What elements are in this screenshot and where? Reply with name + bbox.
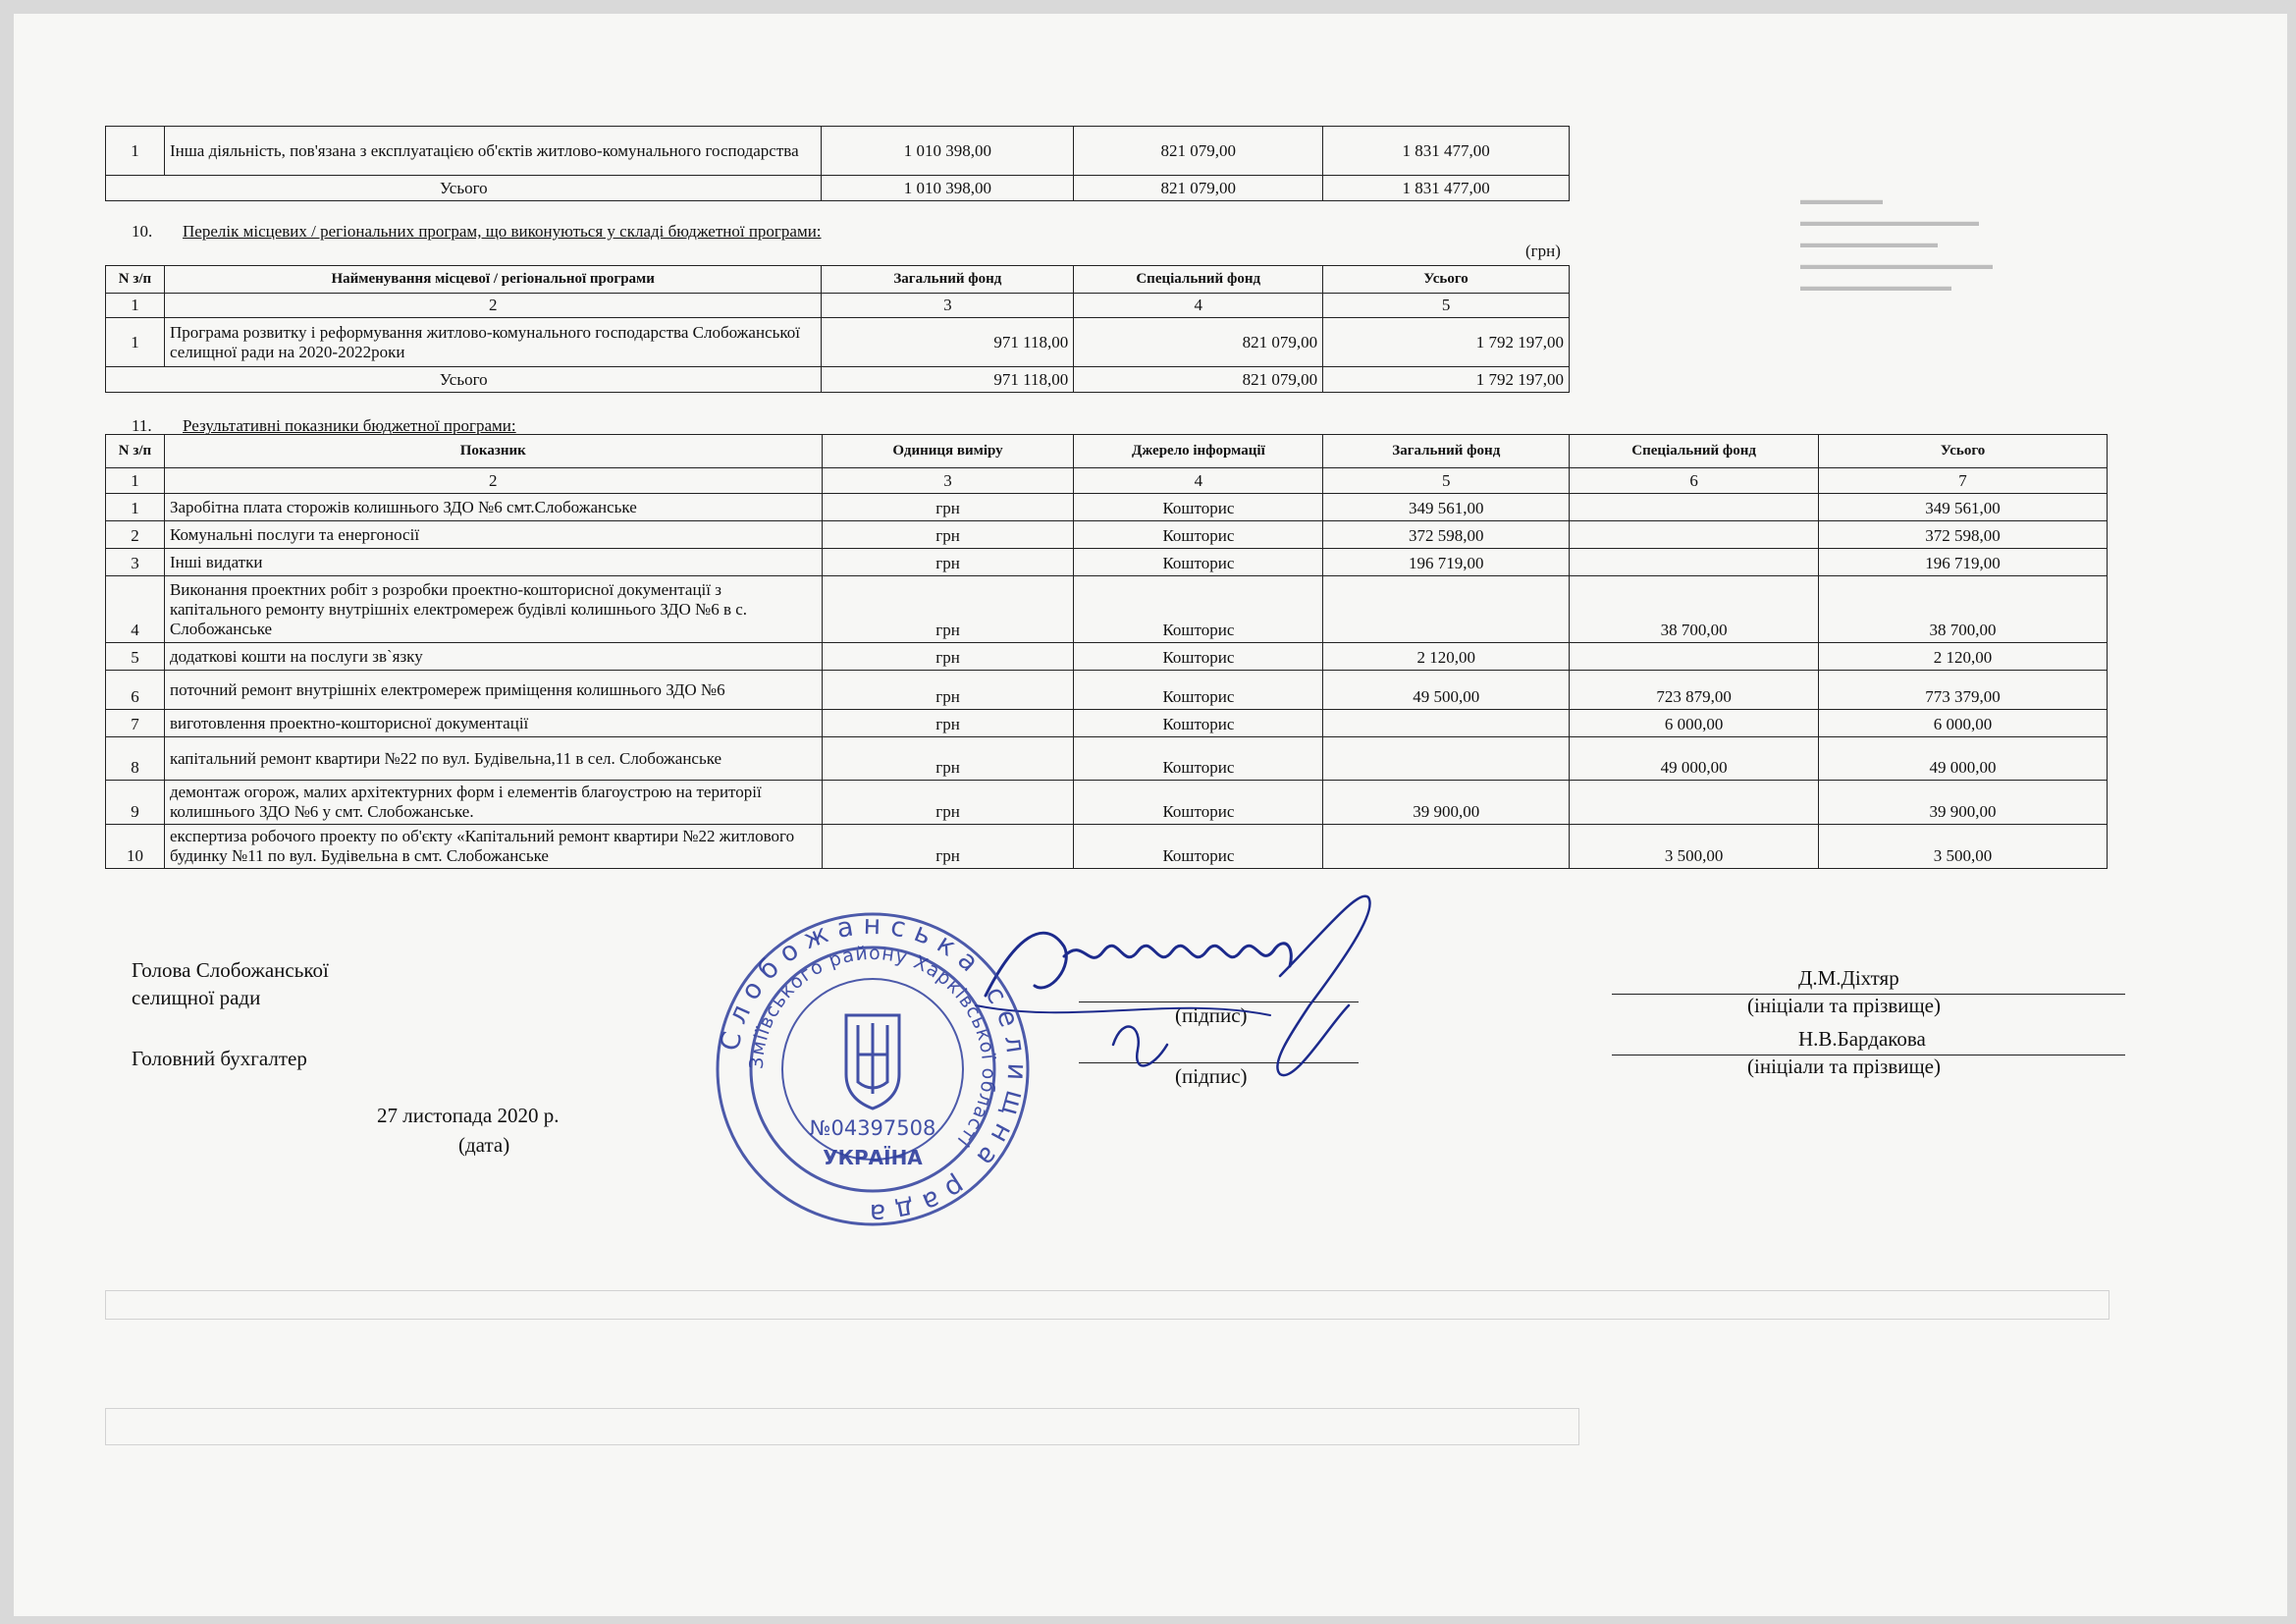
table-row <box>106 737 2108 781</box>
cell-general-fund: 971 118,00 <box>822 318 1074 367</box>
stamp-code: №04397508 <box>809 1116 936 1140</box>
cell-total: 349 561,00 <box>1819 494 2108 521</box>
cell-general-fund: 349 561,00 <box>1323 494 1570 521</box>
header-general-fund: Загальний фонд <box>1323 435 1570 468</box>
header-general-fund: Загальний фонд <box>822 266 1074 294</box>
colnum: 7 <box>1819 468 2108 494</box>
cell-indicator: капітальний ремонт квартири №22 по вул. Будівельна,11 в сел. Слобожанське <box>164 737 822 781</box>
cell-total: 1 792 197,00 <box>1323 318 1570 367</box>
head-title-line1: Голова Слобожанської <box>132 958 329 982</box>
cell-source: Кошторис <box>1074 643 1323 671</box>
cell-special-fund: 821 079,00 <box>1074 176 1323 201</box>
cell-number: 1 <box>106 127 165 176</box>
cell-number: 10 <box>106 825 165 869</box>
colnum: 1 <box>106 294 165 318</box>
cell-special-fund: 821 079,00 <box>1074 127 1323 176</box>
table-row <box>106 494 2108 521</box>
head-signature-caption: (підпис) <box>1175 1003 1248 1027</box>
cell-total: 196 719,00 <box>1819 549 2108 576</box>
cell-special-fund <box>1570 643 1819 671</box>
table-row <box>106 781 2108 825</box>
accountant-name: Н.В.Бардакова <box>1798 1027 1926 1051</box>
cell-unit: грн <box>822 549 1074 576</box>
stamp-inner-text: Зміївського району Харківської області <box>745 942 1000 1152</box>
accountant-signature-caption: (підпис) <box>1175 1064 1248 1088</box>
cell-unit: грн <box>822 781 1074 825</box>
cell-total: 49 000,00 <box>1819 737 2108 781</box>
head-name: Д.М.Діхтяр <box>1798 966 1899 990</box>
cell-source: Кошторис <box>1074 494 1323 521</box>
cell-indicator: Виконання проектних робіт з розробки проектно-кошторисної документації з капітального ремонту внутрішніх електромереж будівлі колишнього ЗДО №6 в с. Слобожанське <box>164 576 822 643</box>
cell-total: 1 831 477,00 <box>1323 176 1570 201</box>
accountant-initials-caption: (ініціали та прізвище) <box>1747 1055 1941 1078</box>
cell-special-fund <box>1570 521 1819 549</box>
cell-unit: грн <box>822 671 1074 710</box>
cell-general-fund: 971 118,00 <box>822 367 1074 393</box>
table-row <box>106 127 1570 176</box>
cell-total: 1 792 197,00 <box>1323 367 1570 393</box>
cell-unit: грн <box>822 576 1074 643</box>
section11-title: Результативні показники бюджетної програми: <box>183 416 516 435</box>
cell-general-fund: 1 010 398,00 <box>822 127 1074 176</box>
cell-number: 1 <box>106 318 165 367</box>
table-row <box>106 710 2108 737</box>
cell-number: 8 <box>106 737 165 781</box>
unit-label: (грн) <box>1525 242 1561 260</box>
head-initials-caption: (ініціали та прізвище) <box>1747 994 1941 1017</box>
cell-program: Програма розвитку і реформування житлово-комунального господарства Слобожанської селищної ради на 2020-2022роки <box>164 318 822 367</box>
cell-general-fund: 49 500,00 <box>1323 671 1570 710</box>
colnum: 2 <box>164 468 822 494</box>
table-row <box>106 318 1570 367</box>
cell-total: 1 831 477,00 <box>1323 127 1570 176</box>
cell-indicator: Комунальні послуги та енергоносії <box>164 521 822 549</box>
header-indicator: Показник <box>164 435 822 468</box>
cell-general-fund: 372 598,00 <box>1323 521 1570 549</box>
date-value: 27 листопада 2020 р. <box>377 1104 560 1127</box>
accountant-title: Головний бухгалтер <box>132 1047 307 1070</box>
table-row <box>106 825 2108 869</box>
cell-name: Інша діяльність, пов'язана з експлуатацією об'єктів житлово-комунального господарства <box>164 127 822 176</box>
column-numbers-row <box>106 294 1570 318</box>
cell-general-fund: 2 120,00 <box>1323 643 1570 671</box>
header-unit: Одиниця виміру <box>822 435 1074 468</box>
cell-number: 4 <box>106 576 165 643</box>
cell-special-fund: 821 079,00 <box>1074 367 1323 393</box>
cell-unit: грн <box>822 737 1074 781</box>
table-row <box>106 549 2108 576</box>
cell-indicator: Заробітна плата сторожів колишнього ЗДО №6 смт.Слобожанське <box>164 494 822 521</box>
cell-general-fund: 39 900,00 <box>1323 781 1570 825</box>
stamp-country: УКРАЇНА <box>823 1146 923 1169</box>
colnum: 5 <box>1323 468 1570 494</box>
colnum: 4 <box>1074 294 1323 318</box>
cell-indicator: додаткові кошти на послуги зв`язку <box>164 643 822 671</box>
indicator-rows <box>106 494 2108 869</box>
bleed-through-table <box>105 1290 2109 1320</box>
cell-unit: грн <box>822 710 1074 737</box>
table-header-row <box>106 435 2108 468</box>
table-row <box>106 521 2108 549</box>
cell-number: 7 <box>106 710 165 737</box>
cell-unit: грн <box>822 825 1074 869</box>
header-special-fund: Спеціальний фонд <box>1570 435 1819 468</box>
header-source: Джерело інформації <box>1074 435 1323 468</box>
cell-indicator: демонтаж огорож, малих архітектурних форм і елементів благоустрою на території колишнього ЗДО №6 у смт. Слобожанське. <box>164 781 822 825</box>
cell-source: Кошторис <box>1074 710 1323 737</box>
bleed-through-table <box>105 1408 1579 1445</box>
cell-special-fund <box>1570 781 1819 825</box>
cell-special-fund: 6 000,00 <box>1570 710 1819 737</box>
table-section9 <box>105 126 1570 201</box>
colnum: 3 <box>822 468 1074 494</box>
section10-number: 10. <box>132 222 153 241</box>
cell-unit: грн <box>822 521 1074 549</box>
cell-source: Кошторис <box>1074 781 1323 825</box>
cell-special-fund: 49 000,00 <box>1570 737 1819 781</box>
cell-source: Кошторис <box>1074 671 1323 710</box>
header-total: Усього <box>1819 435 2108 468</box>
cell-general-fund <box>1323 825 1570 869</box>
cell-total: 773 379,00 <box>1819 671 2108 710</box>
section10-title: Перелік місцевих / регіональних програм, що виконуються у складі бюджетної програми: <box>183 222 822 241</box>
cell-special-fund: 38 700,00 <box>1570 576 1819 643</box>
official-stamp <box>711 907 1035 1231</box>
cell-special-fund: 723 879,00 <box>1570 671 1819 710</box>
cell-number: 9 <box>106 781 165 825</box>
table-row <box>106 576 2108 643</box>
header-total: Усього <box>1323 266 1570 294</box>
stamp-outer-text: Слобожанська селищна рада <box>715 909 1033 1229</box>
cell-source: Кошторис <box>1074 737 1323 781</box>
table-row <box>106 671 2108 710</box>
table-header-row <box>106 266 1570 294</box>
cell-total: 6 000,00 <box>1819 710 2108 737</box>
head-title-line2: селищної ради <box>132 986 261 1009</box>
cell-special-fund: 3 500,00 <box>1570 825 1819 869</box>
cell-indicator: поточний ремонт внутрішніх електромереж приміщення колишнього ЗДО №6 <box>164 671 822 710</box>
cell-general-fund: 196 719,00 <box>1323 549 1570 576</box>
cell-source: Кошторис <box>1074 576 1323 643</box>
colnum: 6 <box>1570 468 1819 494</box>
table-section10 <box>105 265 1570 393</box>
cell-source: Кошторис <box>1074 549 1323 576</box>
table-section11 <box>105 434 2108 869</box>
cell-general-fund <box>1323 737 1570 781</box>
cell-total: 38 700,00 <box>1819 576 2108 643</box>
cell-total: 3 500,00 <box>1819 825 2108 869</box>
date-caption: (дата) <box>458 1133 510 1157</box>
cell-total-label: Усього <box>106 176 822 201</box>
cell-total: 372 598,00 <box>1819 521 2108 549</box>
cell-special-fund <box>1570 494 1819 521</box>
colnum: 5 <box>1323 294 1570 318</box>
cell-general-fund <box>1323 710 1570 737</box>
table-total-row <box>106 176 1570 201</box>
colnum: 1 <box>106 468 165 494</box>
cell-indicator: виготовлення проектно-кошторисної документації <box>164 710 822 737</box>
header-special-fund: Спеціальний фонд <box>1074 266 1323 294</box>
colnum: 2 <box>164 294 822 318</box>
cell-source: Кошторис <box>1074 825 1323 869</box>
cell-number: 5 <box>106 643 165 671</box>
header-number: N з/п <box>106 435 165 468</box>
colnum: 4 <box>1074 468 1323 494</box>
cell-number: 6 <box>106 671 165 710</box>
document-page <box>14 14 2287 1616</box>
cell-number: 2 <box>106 521 165 549</box>
cell-indicator: Інші видатки <box>164 549 822 576</box>
bleed-through-text: ▬▬▬▬▬▬ ▬▬▬▬▬▬▬▬▬▬▬▬▬ ▬▬▬▬▬▬▬▬▬▬ ▬▬▬▬▬▬▬▬▬▬▬▬▬▬ ▬▬▬▬▬▬▬▬▬▬▬ <box>1800 193 1993 295</box>
cell-unit: грн <box>822 643 1074 671</box>
header-program: Найменування місцевої / регіональної програми <box>164 266 822 294</box>
cell-number: 1 <box>106 494 165 521</box>
cell-special-fund <box>1570 549 1819 576</box>
cell-number: 3 <box>106 549 165 576</box>
column-numbers-row <box>106 468 2108 494</box>
colnum: 3 <box>822 294 1074 318</box>
cell-source: Кошторис <box>1074 521 1323 549</box>
cell-special-fund: 821 079,00 <box>1074 318 1323 367</box>
table-total-row <box>106 367 1570 393</box>
cell-unit: грн <box>822 494 1074 521</box>
cell-total: 2 120,00 <box>1819 643 2108 671</box>
table-row <box>106 643 2108 671</box>
cell-total: 39 900,00 <box>1819 781 2108 825</box>
header-number: N з/п <box>106 266 165 294</box>
cell-indicator: експертиза робочого проекту по об'єкту «Капітальний ремонт квартири №22 житлового будинку №11 по вул. Будівельна в смт. Слобожанське <box>164 825 822 869</box>
cell-general-fund: 1 010 398,00 <box>822 176 1074 201</box>
section11-number: 11. <box>132 416 152 435</box>
cell-total-label: Усього <box>106 367 822 393</box>
cell-general-fund <box>1323 576 1570 643</box>
